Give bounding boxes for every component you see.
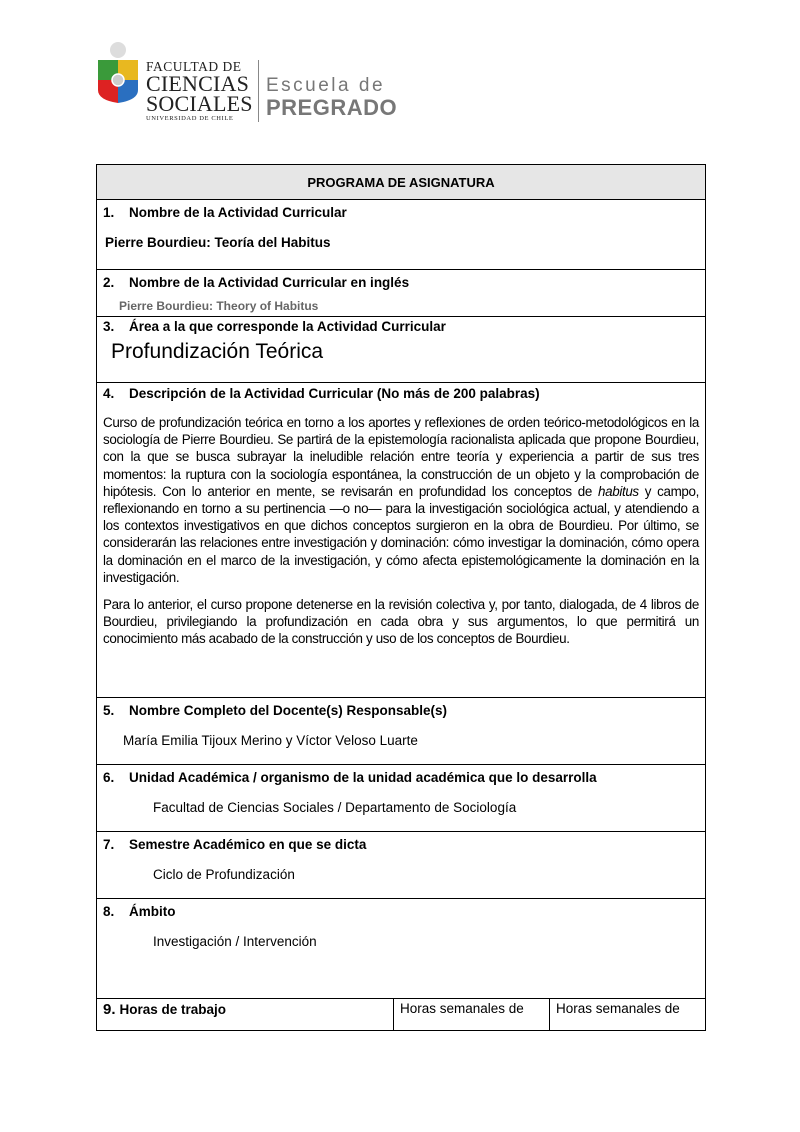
course-program-table <box>96 164 706 1031</box>
weekly-hours-header-1: Horas semanales de <box>400 1001 524 1016</box>
section-7 <box>97 832 706 899</box>
section-number: 4. <box>103 386 115 401</box>
section-3 <box>97 317 706 383</box>
description-paragraph-1 <box>103 414 699 586</box>
table-title: PROGRAMA DE ASIGNATURA <box>97 165 706 200</box>
section-number: 5. <box>103 703 115 718</box>
course-name: Pierre Bourdieu: Teoría del Habitus <box>105 235 331 250</box>
university-name: UNIVERSIDAD DE CHILE <box>146 115 234 122</box>
area-value: Profundización Teórica <box>111 340 324 363</box>
section-8 <box>97 899 706 999</box>
semester-value: Ciclo de Profundización <box>153 867 295 882</box>
description-emphasis: habitus <box>598 483 639 499</box>
section-title: Ámbito <box>129 904 176 919</box>
section-number: 2. <box>103 275 115 290</box>
section-number: 1. <box>103 205 115 220</box>
section-number: 8. <box>103 904 115 919</box>
section-number: 3. <box>103 319 115 334</box>
section-2 <box>97 270 706 317</box>
section-1 <box>97 200 706 270</box>
section-title: Nombre de la Actividad Curricular <box>129 205 347 220</box>
section-title: Descripción de la Actividad Curricular (No más de 200 palabras) <box>129 386 540 401</box>
section-title: Área a la que corresponde la Actividad Curricular <box>129 319 446 334</box>
section-title: Nombre Completo del Docente(s) Responsable(s) <box>129 703 448 718</box>
description-text: y campo, reflexionando en torno a su pertinencia —o no— para la investigación sociológica actual, y atendiendo a los contextos investigativos en que dichos conceptos surgieron en la obra de Bourdieu. Por último, se considerarán las relaciones entre investigación y dominación: cómo investigar la dominación, cómo opera la dominación en el marco de la investigación, y cómo afecta epistemológicamente la dominación en la investigación. <box>103 483 699 585</box>
section-title: Nombre de la Actividad Curricular en inglés <box>129 275 410 290</box>
academic-unit-value: Facultad de Ciencias Sociales / Departamento de Sociología <box>153 800 517 815</box>
faculty-line3: SOCIALES <box>146 91 253 116</box>
faculty-line1: FACULTAD DE <box>146 59 242 74</box>
description-text: Curso de profundización teórica en torno a los aportes y reflexiones de orden teórico-metodológicos en la sociología de Pierre Bourdieu. Se partirá de la epistemología racionalista aplicada que propone Bourdieu, con la que se busca subrayar la ineludible relación entre teoría y experiencia a partir de sus tres momentos: la ruptura con la sociología espontánea, la construcción de un objeto y la comprobación de hipótesis. Con lo anterior en mente, se revisarán en profundidad los conceptos de <box>103 415 699 499</box>
section-title: Horas de trabajo <box>119 1002 227 1017</box>
section-5 <box>97 698 706 765</box>
university-crest-icon <box>96 42 140 104</box>
description-paragraph-2: Para lo anterior, el curso propone detenerse en la revisión colectiva y, por tanto, dialogada, de 4 libros de Bourdieu, privilegiando la profundización en cada obra y sus argumentos, lo que permitirá un conocimiento más acabado de la construcción y uso de los conceptos de Bourdieu. <box>103 597 699 647</box>
instructors-value: María Emilia Tijoux Merino y Víctor Veloso Luarte <box>123 733 418 748</box>
section-number: 7. <box>103 837 115 852</box>
section-4 <box>97 383 706 698</box>
section-number: 9. <box>103 1001 116 1018</box>
section-number: 6. <box>103 770 115 785</box>
scope-value: Investigación / Intervención <box>153 934 317 949</box>
faculty-logo <box>96 20 406 122</box>
course-name-english: Pierre Bourdieu: Theory of Habitus <box>119 299 319 313</box>
section-title: Unidad Académica / organismo de la unidad académica que lo desarrolla <box>129 770 597 785</box>
school-line1: Escuela de <box>266 75 386 96</box>
section-6 <box>97 765 706 832</box>
school-line2: PREGRADO <box>266 95 398 120</box>
faculty-line2: CIENCIAS <box>146 71 250 96</box>
logo-divider <box>258 60 259 122</box>
weekly-hours-header-2: Horas semanales de <box>556 1001 680 1016</box>
section-9 <box>97 999 706 1031</box>
section-title: Semestre Académico en que se dicta <box>129 837 367 852</box>
